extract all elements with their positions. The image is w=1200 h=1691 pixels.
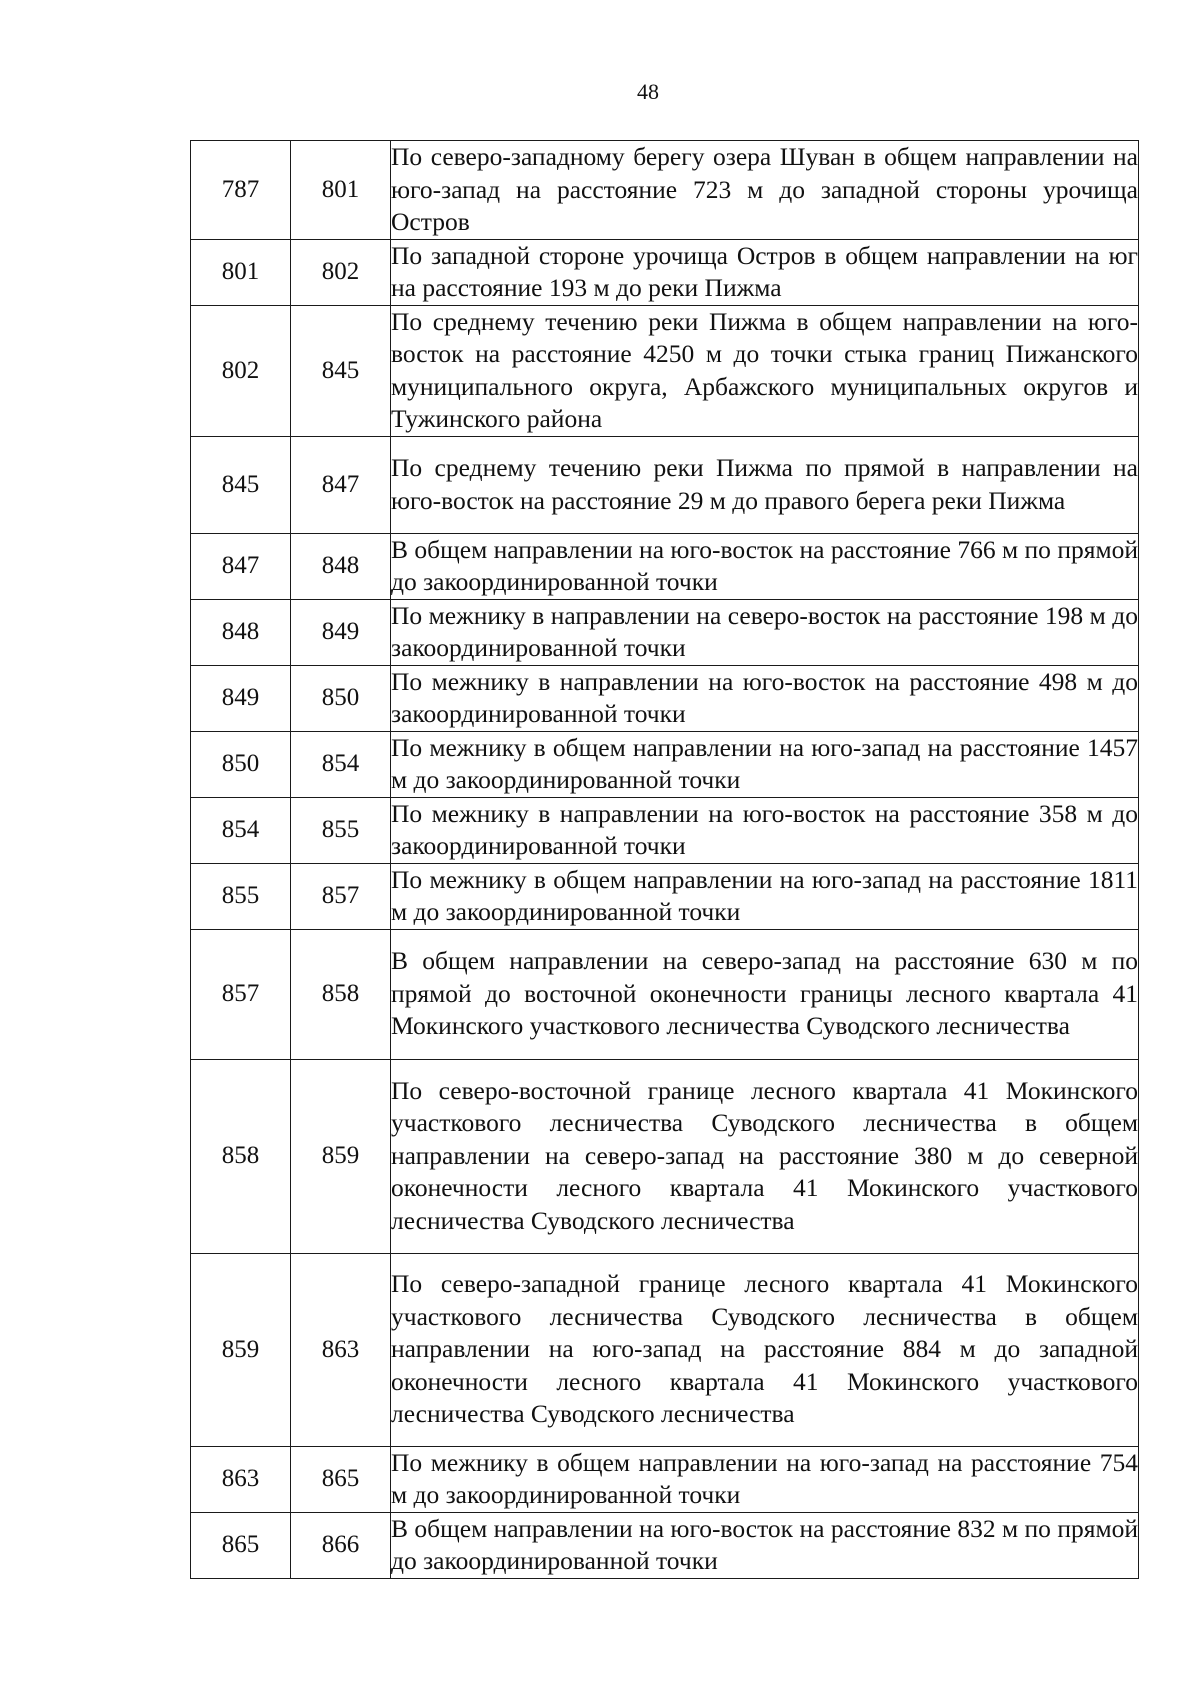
table-row [191,731,1139,797]
description-cell: В общем направлении на юго-восток на расстояние 832 м по прямой до закоординированной точки [391,1512,1139,1578]
to-point-cell: 845 [291,305,391,436]
to-point-cell: 847 [291,436,391,533]
description-cell: По межнику в направлении на юго-восток на расстояние 358 м до закоординированной точки [391,797,1139,863]
from-point-cell: 847 [191,533,291,599]
from-point-cell: 849 [191,665,291,731]
to-point-cell: 863 [291,1253,391,1446]
from-point-cell: 863 [191,1446,291,1512]
description-cell: В общем направлении на северо-запад на расстояние 630 м по прямой до восточной оконечности границы лесного квартала 41 Мокинского участкового лесничества Суводского лесничества [391,929,1139,1059]
table-row [191,305,1139,436]
to-point-cell: 857 [291,863,391,929]
table-row [191,929,1139,1059]
to-point-cell: 802 [291,239,391,305]
table-row [191,797,1139,863]
to-point-cell: 848 [291,533,391,599]
from-point-cell: 802 [191,305,291,436]
description-cell: По межнику в общем направлении на юго-запад на расстояние 754 м до закоординированной точки [391,1446,1139,1512]
description-cell: По западной стороне урочища Остров в общем направлении на юг на расстояние 193 м до реки Пижма [391,239,1139,305]
from-point-cell: 845 [191,436,291,533]
to-point-cell: 855 [291,797,391,863]
table-row [191,1512,1139,1578]
from-point-cell: 859 [191,1253,291,1446]
to-point-cell: 859 [291,1059,391,1253]
from-point-cell: 858 [191,1059,291,1253]
table-row [191,533,1139,599]
description-cell: В общем направлении на юго-восток на расстояние 766 м по прямой до закоординированной точки [391,533,1139,599]
from-point-cell: 850 [191,731,291,797]
table-row [191,1059,1139,1253]
table-row [191,1446,1139,1512]
table-row [191,141,1139,240]
table-row [191,239,1139,305]
to-point-cell: 801 [291,141,391,240]
to-point-cell: 866 [291,1512,391,1578]
description-cell: По межнику в общем направлении на юго-запад на расстояние 1457 м до закоординированной точки [391,731,1139,797]
from-point-cell: 855 [191,863,291,929]
to-point-cell: 849 [291,599,391,665]
from-point-cell: 801 [191,239,291,305]
description-cell: По межнику в направлении на юго-восток на расстояние 498 м до закоординированной точки [391,665,1139,731]
table-row [191,863,1139,929]
description-cell: По межнику в направлении на северо-восток на расстояние 198 м до закоординированной точки [391,599,1139,665]
description-cell: По северо-западной границе лесного квартала 41 Мокинского участкового лесничества Суводского лесничества в общем направлении на юго-запад на расстояние 884 м до западной оконечности лесного квартала 41 Мокинского участкового лесничества Суводского лесничества [391,1253,1139,1446]
from-point-cell: 787 [191,141,291,240]
table-row [191,1253,1139,1446]
from-point-cell: 857 [191,929,291,1059]
to-point-cell: 858 [291,929,391,1059]
table-row [191,599,1139,665]
boundary-description-table [190,140,1139,1579]
to-point-cell: 854 [291,731,391,797]
description-cell: По северо-западному берегу озера Шуван в общем направлении на юго-запад на расстояние 723 м до западной стороны урочища Остров [391,141,1139,240]
table-row [191,665,1139,731]
description-cell: По северо-восточной границе лесного квартала 41 Мокинского участкового лесничества Суводского лесничества в общем направлении на северо-запад на расстояние 380 м до северной оконечности лесного квартала 41 Мокинского участкового лесничества Суводского лесничества [391,1059,1139,1253]
to-point-cell: 865 [291,1446,391,1512]
from-point-cell: 854 [191,797,291,863]
description-cell: По среднему течению реки Пижма по прямой в направлении на юго-восток на расстояние 29 м до правого берега реки Пижма [391,436,1139,533]
to-point-cell: 850 [291,665,391,731]
table-row [191,436,1139,533]
description-cell: По межнику в общем направлении на юго-запад на расстояние 1811 м до закоординированной точки [391,863,1139,929]
description-cell: По среднему течению реки Пижма в общем направлении на юго-восток на расстояние 4250 м до точки стыка границ Пижанского муниципального округа, Арбажского муниципальных округов и Тужинского района [391,305,1139,436]
page-number [0,80,1200,104]
page-number-text: 48 [637,79,659,104]
from-point-cell: 848 [191,599,291,665]
from-point-cell: 865 [191,1512,291,1578]
